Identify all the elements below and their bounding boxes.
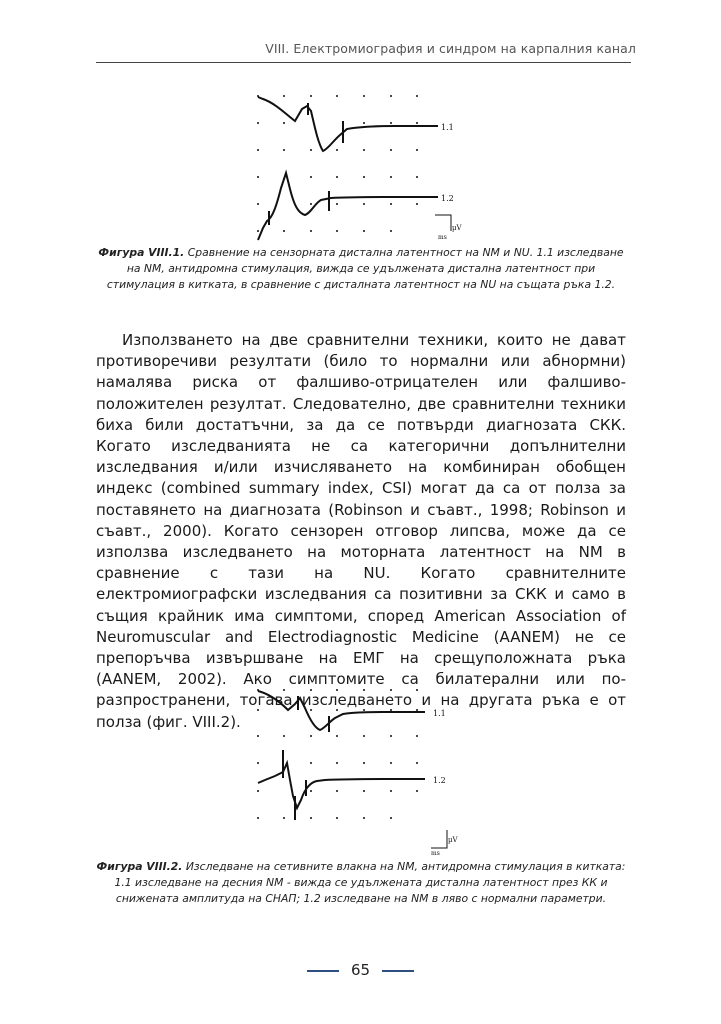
scale-uv-label: µV <box>448 836 458 844</box>
trace-1-1 <box>258 97 438 151</box>
figure-1-waveforms <box>255 93 465 243</box>
scale-ms-label: ms <box>431 850 440 856</box>
scale-ms-label: ms <box>438 234 447 241</box>
figure-1-caption <box>96 245 626 293</box>
figure-2-caption <box>96 859 626 907</box>
page-number: 65 <box>350 961 371 979</box>
trace-2-1 <box>258 691 425 730</box>
body-paragraph: Използването на две сравнителни техники, които не дават противоречиви резултати (било то нормални или абнормни) намалява риска от фалшиво-отрицателен или фалшиво-положителен резултат. Следователно, две сравнителни техники биха били достатъчни, за да се потвърди диагнозата СКК. Когато изследванията не са категорични допълнителни изследвания и/или изчисляването на комбиниран обобщен индекс (combined summary index, CSI) могат да са от полза за поставянето на диагнозата (Robinson и съавт., 1998; Robinson и съавт., 2000). Когато сензорен отговор липсва, може да се използва изследването на моторната латентност на NM в сравнение с тази на NU. Когато сравнителните електромиографски изследвания са позитивни за СКК и само в същия крайник има симптоми, според American Association of Neuromuscular and Electrodiagnostic Medicine (AANEM) не се препоръчва извършване на ЕМГ на срещуположната ръка (AANEM, 2002). Ако симптомите са билатерални или по-разпространени, тогава изследването и на другата ръка е от полза (фиг. VIII.2). <box>96 331 626 731</box>
figure-2-caption-label: Фигура VIII.2. <box>96 860 183 873</box>
figure-2-grid-dots <box>257 689 418 819</box>
header-rule <box>96 62 631 63</box>
figure-2-caption-text: Изследване на сетивните влакна на NM, антидромна стимулация в китката: 1.1 изследване на десния NM - вижда се удължената дистална латентност през КК и снижената амплитуда на СНАП; 1.2 изследване на NM в ляво с нормални параметри. <box>114 860 626 905</box>
running-header: VIII. Електромиография и синдром на карпалния канал <box>265 41 636 56</box>
scale-uv-label: µV <box>452 224 462 232</box>
scale-bar <box>431 830 447 848</box>
trace-2-2-label: 1.2 <box>433 776 446 785</box>
trace-1-2-label: 1.2 <box>441 194 454 203</box>
trace-1-2 <box>258 173 438 240</box>
trace-2-1-label: 1.1 <box>433 709 446 718</box>
page-footer <box>0 961 721 979</box>
figure-1-caption-label: Фигура VIII.1. <box>98 246 185 259</box>
footer-line-left <box>307 970 339 972</box>
figure-2-waveforms <box>255 688 465 856</box>
trace-1-1-label: 1.1 <box>441 123 454 132</box>
footer-line-right <box>382 970 414 972</box>
scale-bar <box>435 215 451 231</box>
figure-1-grid-dots <box>257 95 418 232</box>
figure-1-caption-text: Сравнение на сензорната дистална латентност на NM и NU. 1.1 изследване на NM, антидромна стимулация, вижда се удължената дистална латентност при стимулация в китката, в сравнение с дисталната латентност на NU на същата ръка 1.2. <box>106 246 624 291</box>
